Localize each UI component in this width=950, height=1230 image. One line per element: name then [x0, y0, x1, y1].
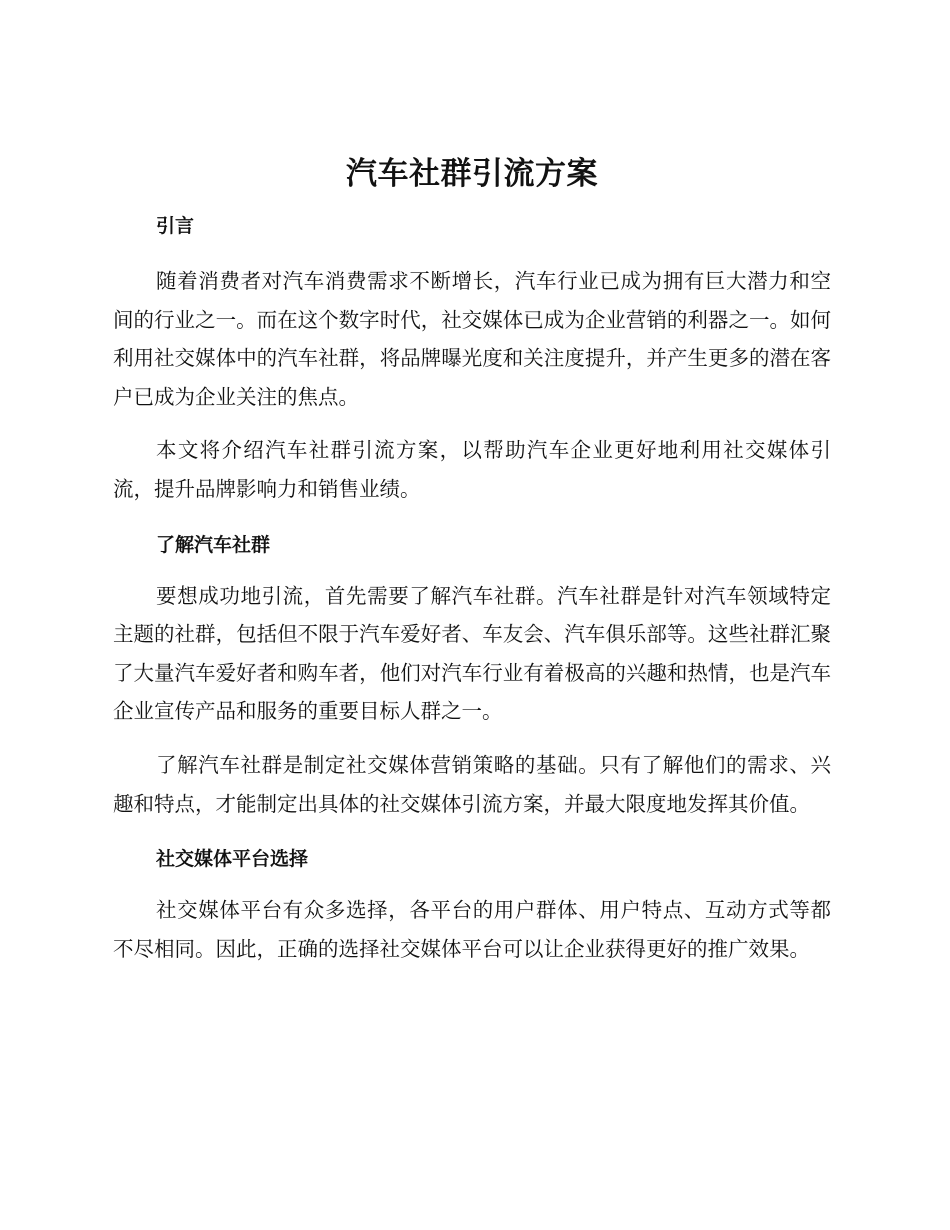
section-heading: 引言	[156, 215, 195, 237]
section-heading: 社交媒体平台选择	[156, 848, 309, 871]
section-platform-selection	[113, 837, 831, 968]
document-page	[113, 148, 831, 968]
section-heading: 了解汽车社群	[156, 533, 271, 556]
paragraph: 要想成功地引流，首先需要了解汽车社群。汽车社群是针对汽车领域特定主题的社群，包括但不限于汽车爱好者、车友会、汽车俱乐部等。这些社群汇聚了大量汽车爱好者和购车者，他们对汽车行业有着极高的兴趣和热情，也是汽车企业宣传产品和服务的重要目标人群之一。	[113, 583, 831, 724]
paragraph: 本文将介绍汽车社群引流方案，以帮助汽车企业更好地利用社交媒体引流，提升品牌影响力和销售业绩。	[113, 438, 831, 501]
paragraph: 社交媒体平台有众多选择，各平台的用户群体、用户特点、互动方式等都不尽相同。因此，正确的选择社交媒体平台可以让企业获得更好的推广效果。	[113, 898, 831, 961]
section-introduction	[113, 204, 831, 509]
document-title: 汽车社群引流方案	[346, 156, 598, 192]
paragraph: 了解汽车社群是制定社交媒体营销策略的基础。只有了解他们的需求、兴趣和特点，才能制定出具体的社交媒体引流方案，并最大限度地发挥其价值。	[113, 752, 831, 816]
paragraph: 随着消费者对汽车消费需求不断增长，汽车行业已成为拥有巨大潜力和空间的行业之一。而在这个数字时代，社交媒体已成为企业营销的利器之一。如何利用社交媒体中的汽车社群，将品牌曝光度和关注度提升，并产生更多的潜在客户已成为企业关注的焦点。	[113, 269, 831, 409]
section-understand-car-community	[113, 523, 831, 824]
